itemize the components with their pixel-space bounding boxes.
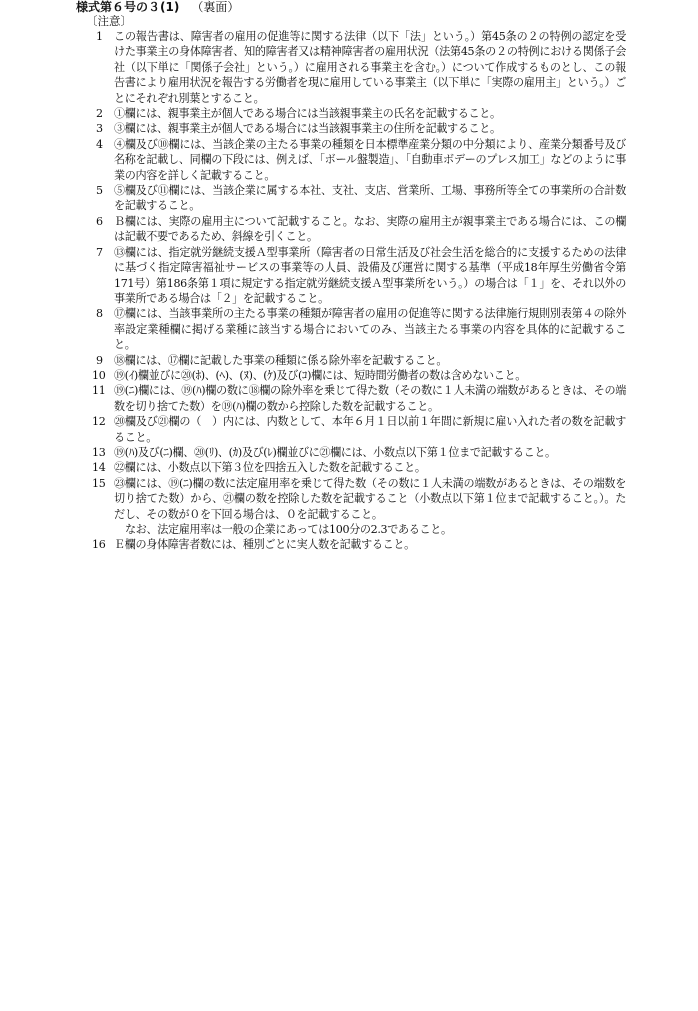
- note-text-block: [114, 245, 626, 307]
- note-text: Ｅ欄の身体障害者数には、種別ごとに実人数を記載すること。: [114, 538, 415, 552]
- note-text: ⑲(ﾆ)欄には、⑲(ﾊ)欄の数に⑱欄の除外率を乗じて得た数（その数に１人未満の端数があるときは、その端数を切り捨てた数）を⑲(ﾊ)欄の数から控除した数を記載すること。: [114, 384, 626, 413]
- note-item: [96, 245, 626, 307]
- note-number: 8: [96, 307, 103, 321]
- note-text-block: [114, 383, 626, 414]
- note-number: 3: [96, 122, 103, 136]
- note-text: ⑲(ﾊ)及び(ﾆ)欄、⑳(ﾘ)、(ｶ)及び(ﾚ)欄並びに㉑欄には、小数点以下第１位まで記載すること。: [114, 445, 556, 459]
- form-header: [76, 0, 239, 14]
- note-text-block: [114, 121, 626, 136]
- note-item: [92, 537, 626, 552]
- note-item: [96, 183, 626, 214]
- note-text-block: [114, 214, 626, 245]
- note-item: [96, 121, 626, 136]
- note-item: [92, 414, 626, 445]
- caution-label: 〔注意〕: [86, 14, 132, 28]
- note-number: 16: [92, 538, 106, 552]
- page-side-label: （裏面）: [191, 0, 240, 14]
- note-text: ⑲(ｲ)欄並びに⑳(ﾎ)、(ﾍ)、(ﾇ)、(ｹ)及び(ｺ)欄には、短時間労働者の数は含めないこと。: [114, 368, 526, 382]
- note-text-block: [114, 106, 626, 121]
- note-number: 12: [92, 415, 106, 429]
- note-item: [92, 383, 626, 414]
- form-number: 様式第６号の３(1): [76, 0, 180, 14]
- notes-list: [92, 29, 626, 553]
- note-item: [92, 445, 626, 460]
- note-subtext: なお、法定雇用率は一般の企業にあっては100分の2.3であること。: [125, 523, 452, 536]
- note-text-block: [114, 414, 626, 445]
- note-number: 11: [92, 384, 106, 398]
- note-text: ①欄には、親事業主が個人である場合には当該親事業主の氏名を記載すること。: [114, 107, 501, 121]
- note-item: [92, 460, 626, 475]
- note-item: [96, 214, 626, 245]
- note-item: [96, 137, 626, 183]
- note-text-block: [114, 29, 626, 106]
- note-text-block: [114, 537, 626, 552]
- note-item: [96, 106, 626, 121]
- note-text: ㉓欄には、⑲(ﾆ)欄の数に法定雇用率を乗じて得た数（その数に１人未満の端数があるときは、その端数を切り捨てた数）から、㉑欄の数を控除した数を記載すること（小数点以下第１位まで記載すること。）。ただし、その数が０を下回る場合は、０を記載すること。: [114, 476, 626, 521]
- note-item: [96, 306, 626, 352]
- note-text: ⑱欄には、⑰欄に記載した事業の種類に係る除外率を記載すること。: [114, 353, 448, 367]
- note-text-block: [114, 368, 626, 383]
- note-text-block: [114, 445, 626, 460]
- note-number: 9: [96, 353, 103, 367]
- note-text-block: [114, 353, 626, 368]
- note-text: ⑬欄には、指定就労継続支援Ａ型事業所（障害者の日常生活及び社会生活を総合的に支援するための法律に基づく指定障害福祉サービスの事業等の人員、設備及び運営に関する基準（平成18年厚生労働省令第171号）第186条第１項に規定する指定就労継続支援Ａ型事業所をいう。）の場合は「１」を、それ以外の事業所である場合は「２」を記載すること。: [114, 245, 626, 305]
- note-number: 1: [96, 30, 103, 43]
- note-item: [92, 368, 626, 383]
- note-text: ④欄及び⑩欄には、当該企業の主たる事業の種類を日本標準産業分類の中分類により、産業分類番号及び名称を記載し、同欄の下段には、例えば、「ボール盤製造」、「自動車ボデーのプレス加工」などのように事業の内容を詳しく記載すること。: [114, 137, 626, 182]
- note-number: 2: [96, 107, 103, 121]
- note-text-block: [114, 137, 626, 183]
- note-text: ③欄には、親事業主が個人である場合には当該親事業主の住所を記載すること。: [114, 122, 501, 136]
- note-text: ⑰欄には、当該事業所の主たる事業の種類が障害者の雇用の促進等に関する法律施行規則別表第４の除外率設定業種欄に掲げる業種に該当する場合においてのみ、当該主たる事業の内容を具体的に記載すること。: [114, 307, 626, 352]
- note-text-block: [114, 476, 626, 538]
- note-item: [96, 29, 626, 106]
- note-text: ⑤欄及び⑪欄には、当該企業に属する本社、支社、支店、営業所、工場、事務所等全ての事業所の合計数を記載すること。: [114, 184, 626, 213]
- note-text-block: [114, 306, 626, 352]
- note-number: 6: [96, 214, 103, 228]
- note-text: ⑳欄及び㉑欄の（ ）内には、内数として、本年６月１日以前１年間に新規に雇い入れた者の数を記載すること。: [114, 415, 626, 444]
- note-text-block: [114, 183, 626, 214]
- note-text: この報告書は、障害者の雇用の促進等に関する法律（以下「法」という。）第45条の２の特例の認定を受けた事業主の身体障害者、知的障害者又は精神障害者の雇用状況（法第45条の２の特例における関係子会社（以下単に「関係子会社」という。）に雇用される事業主を含む。）について作成するものとし、この報告書により雇用状況を報告する労働者を現に雇用している事業主（以下単に「実際の雇用主」という。）ごとにそれぞれ別葉とすること。: [114, 30, 626, 105]
- note-text-block: [114, 460, 626, 475]
- note-number: 4: [96, 137, 103, 151]
- note-number: 5: [96, 184, 103, 198]
- note-number: 10: [92, 368, 106, 382]
- note-item: [92, 476, 626, 538]
- note-text: Ｂ欄には、実際の雇用主について記載すること。なお、実際の雇用主が親事業主である場合には、この欄は記載不要であるため、斜線を引くこと。: [114, 214, 626, 244]
- note-number: 15: [92, 476, 106, 490]
- note-number: 13: [92, 445, 106, 459]
- note-number: 7: [96, 245, 103, 259]
- note-text: ㉒欄には、小数点以下第３位を四捨五入した数を記載すること。: [114, 461, 426, 475]
- note-number: 14: [92, 461, 106, 475]
- note-item: [96, 353, 626, 368]
